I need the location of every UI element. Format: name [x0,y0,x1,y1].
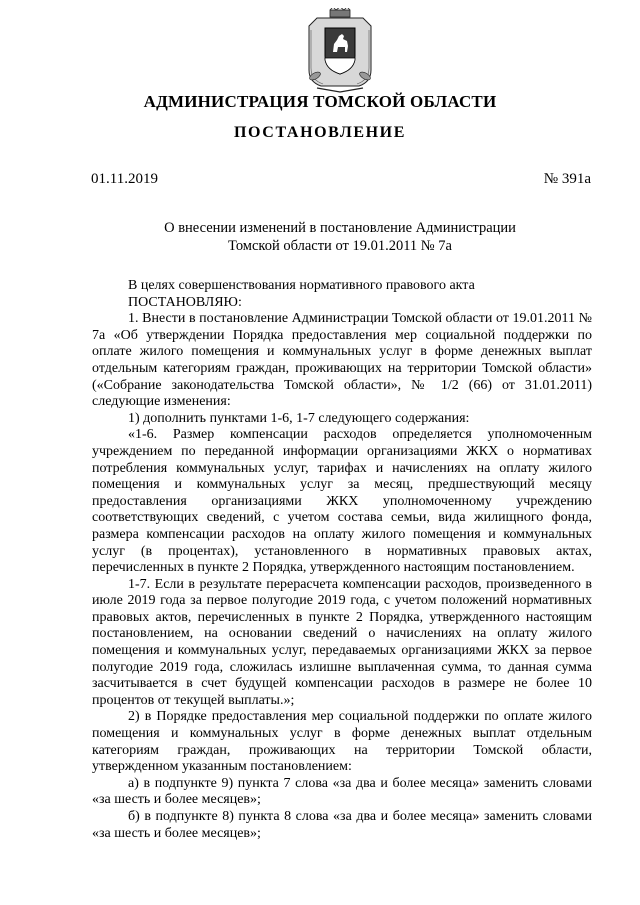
paragraph: 2) в Порядке предоставления мер социальной поддержки по оплате жилого помещения и коммунальных услуг в форме денежных выплат отдельным категориям граждан, проживающих на территории Томской области, утвержденном указанным постановлением: [92,709,592,775]
document-date: 01.11.2019 [91,171,158,187]
organization-name: АДМИНИСТРАЦИЯ ТОМСКОЙ ОБЛАСТИ [143,92,497,111]
paragraph: 1) дополнить пунктами 1-6, 1-7 следующего содержания: [128,410,470,426]
paragraph: а) в подпункте 9) пункта 7 слова «за два и более месяца» заменить словами «за шесть и более месяцев»; [92,775,592,808]
document-body [92,278,592,842]
subject-line: Томской области от 19.01.2011 № 7а [228,238,452,254]
paragraph: 1. Внести в постановление Администрации Томской области от 19.01.2011 № 7а «Об утверждении Порядка предоставления мер социальной поддержки по оплате жилого помещения и коммунальных услуг в форме денежных выплат отдельным категориям граждан, проживающих на территории Томской области» («Собрание законодательства Томской области», № 1/2 (66) от 31.01.2011) следующие изменения: [92,311,592,410]
tomsk-coat-of-arms-icon [303,8,377,94]
paragraph: б) в подпункте 8) пункта 8 слова «за два и более месяца» заменить словами «за шесть и более месяцев»; [92,809,592,841]
subject-line: О внесении изменений в постановление Администрации [164,220,516,236]
paragraph: «1-6. Размер компенсации расходов определяется уполномоченным учреждением по переданной информации организациями ЖКХ о нормативах потребления коммунальных услуг, тарифах и начислениях на оплату жилого помещения и коммунальных услуг за месяц, предшествующий месяцу предоставления организациями ЖКХ уполномоченному учреждению соответствующих сведений, с учетом состава семьи, вида жилищного фонда, размера компенсации расходов на оплату жилого помещения и коммунальных услуг (в процентах), установленного в нормативных правовых актах, перечисленных в пункте 2 Порядка, утвержденного настоящим постановлением. [92,427,592,576]
paragraph: 1-7. Если в результате перерасчета компенсации расходов, произведенного в июле 2019 года за первое полугодие 2019 года, с учетом положений нормативных правовых актов, перечисленных в пункте 2 Порядка, утвержденного настоящим постановлением, на основании сведений о начислениях на оплату жилого помещения и коммунальных услуг, передаваемых организациями ЖКХ за первое полугодие 2019 года, сложилась излишне выплаченная сумма, то данная сумма засчитывается в счет будущей компенсации расходов в размере не более 10 процентов от текущей выплаты.»; [92,576,592,708]
document-type: ПОСТАНОВЛЕНИЕ [234,124,406,141]
paragraph: В целях совершенствования нормативного правового акта [128,278,475,293]
document-number: № 391а [543,171,591,187]
document-subject [150,219,530,255]
paragraph: ПОСТАНОВЛЯЮ: [128,294,242,310]
